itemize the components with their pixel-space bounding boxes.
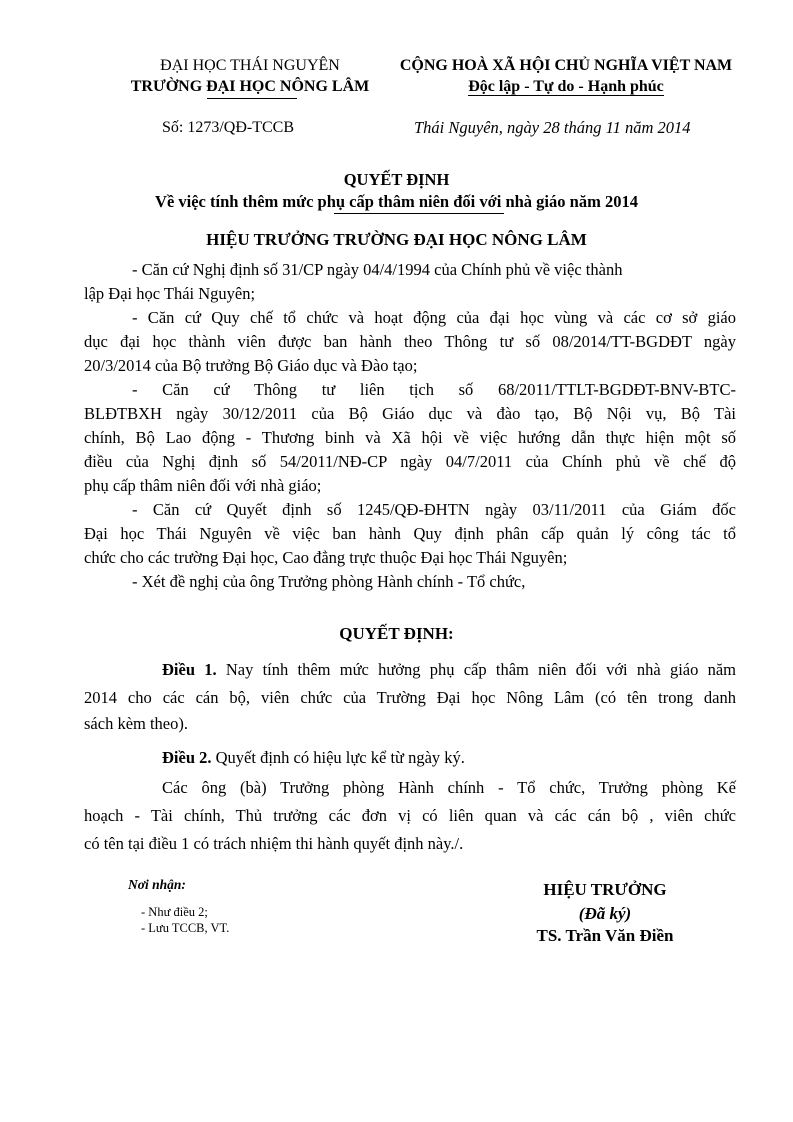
- org-parent: ĐẠI HỌC THÁI NGUYÊN: [160, 57, 340, 74]
- org-underline: [207, 98, 297, 99]
- authority: HIỆU TRƯỞNG TRƯỜNG ĐẠI HỌC NÔNG LÂM: [206, 230, 587, 249]
- preamble-4-line-3: chức cho các trường Đại học, Cao đẳng trực thuộc Đại học Thái Nguyên;: [84, 548, 568, 567]
- preamble-3-line-4: điều của Nghị định số 54/2011/NĐ-CP ngày 04/7/2011 của Chính phủ về chế độ: [84, 452, 736, 471]
- recipients-heading: Nơi nhận:: [128, 877, 186, 892]
- preamble-1-line-2: lập Đại học Thái Nguyên;: [84, 284, 256, 303]
- article-1-line-1: [84, 658, 736, 682]
- decision-heading: QUYẾT ĐỊNH:: [339, 624, 454, 643]
- article-1-line-2: 2014 cho các cán bộ, viên chức của Trường Đại học Nông Lâm (có tên trong danh: [84, 688, 736, 707]
- motto: [386, 77, 746, 97]
- article-1-line-3: sách kèm theo).: [84, 714, 189, 733]
- national-title: CỘNG HOÀ XÃ HỘI CHỦ NGHĨA VIỆT NAM: [399, 57, 733, 74]
- closing-line-3: có tên tại điều 1 có trách nhiệm thi hành quyết định này./.: [84, 834, 464, 853]
- article-2-text: Quyết định có hiệu lực kể từ ngày ký.: [211, 748, 465, 767]
- article-1-text: Nay tính thêm mức hưởng phụ cấp thâm niên đối với nhà giáo năm: [216, 660, 737, 679]
- article-2-label: Điều 2.: [162, 748, 212, 767]
- article-1-label: Điều 1.: [162, 660, 217, 679]
- closing-line-2: hoạch - Tài chính, Thủ trưởng các đơn vị có liên quan và các cán bộ , viên chức: [84, 806, 736, 825]
- signer-name: TS. Trần Văn Điền: [536, 926, 674, 945]
- recipient-item: - Lưu TCCB, VT.: [141, 921, 230, 935]
- preamble-3-line-1: - Căn cứ Thông tư liên tịch số 68/2011/TTLT-BGDĐT-BNV-BTC-: [132, 380, 736, 399]
- doc-subject: Về việc tính thêm mức phụ cấp thâm niên đối với nhà giáo năm 2014: [155, 192, 638, 211]
- preamble-4-line-1: - Căn cứ Quyết định số 1245/QĐ-ĐHTN ngày 03/11/2011 của Giám đốc: [132, 500, 736, 519]
- subject-underline: [334, 213, 504, 214]
- motto-text: Độc lập - Tự do - Hạnh phúc: [468, 78, 664, 95]
- doc-number: Số: 1273/QĐ-TCCB: [162, 119, 295, 136]
- preamble-2-line-3: 20/3/2014 của Bộ trưởng Bộ Giáo dục và Đào tạo;: [84, 356, 418, 375]
- preamble-3-line-2: BLĐTBXH ngày 30/12/2011 của Bộ Giáo dục và đào tạo, Bộ Nội vụ, Bộ Tài: [84, 404, 736, 423]
- preamble-3-line-5: phụ cấp thâm niên đối với nhà giáo;: [84, 476, 322, 495]
- article-2-line-1: [84, 746, 736, 770]
- signature-title: HIỆU TRƯỞNG: [543, 880, 667, 899]
- preamble-2-line-2: dục đại học thành viên được ban hành theo Thông tư số 08/2014/TT-BGDĐT ngày: [84, 332, 736, 351]
- place-date: Thái Nguyên, ngày 28 tháng 11 năm 2014: [414, 118, 691, 137]
- signature-status: (Đã ký): [578, 904, 632, 923]
- preamble-4-line-2: Đại học Thái Nguyên về việc ban hành Quy định phân cấp quản lý công tác tổ: [84, 524, 736, 543]
- org-name-text: TRƯỜNG ĐẠI HỌC NÔNG LÂM: [130, 78, 370, 95]
- org-name: [110, 77, 390, 97]
- preamble-1-line-1: - Căn cứ Nghị định số 31/CP ngày 04/4/1994 của Chính phủ về việc thành: [132, 260, 623, 279]
- preamble-3-line-3: chính, Bộ Lao động - Thương binh và Xã hội về việc hướng dẫn thực hiện một số: [84, 428, 736, 447]
- recipient-item: - Như điều 2;: [141, 905, 208, 919]
- closing-line-1: Các ông (bà) Trưởng phòng Hành chính - Tổ chức, Trưởng phòng Kế: [162, 778, 736, 797]
- preamble-2-line-1: - Căn cứ Quy chế tổ chức và hoạt động của đại học vùng và các cơ sở giáo: [132, 308, 736, 327]
- preamble-5-line-1: - Xét đề nghị của ông Trưởng phòng Hành chính - Tổ chức,: [132, 572, 526, 591]
- doc-type: QUYẾT ĐỊNH: [343, 170, 450, 189]
